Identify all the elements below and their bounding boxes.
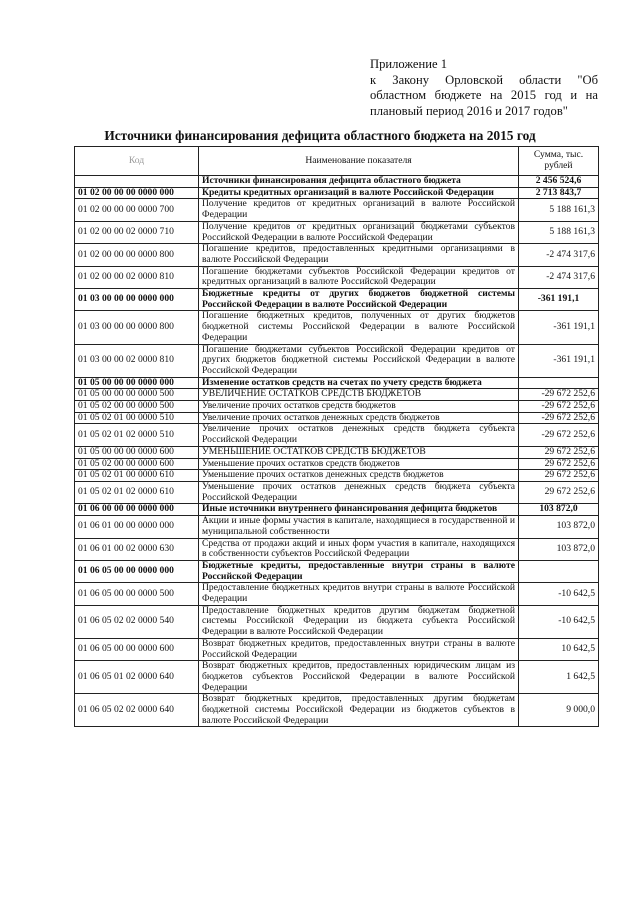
appendix-law-line-1: к Закону Орловской области "Об: [370, 72, 598, 87]
row-code: 01 05 02 00 00 0000 600: [75, 458, 199, 470]
row-name: Увеличение прочих остатков денежных средств бюджетов: [199, 412, 519, 424]
row-amount: [519, 377, 599, 389]
row-code: 01 02 00 00 00 0000 800: [75, 244, 199, 266]
row-code: 01 05 02 01 02 0000 510: [75, 424, 199, 446]
table-row: [75, 516, 599, 538]
row-name: Увеличение прочих остатков средств бюджетов: [199, 401, 519, 413]
row-amount: 5 188 161,3: [519, 199, 599, 221]
row-code: 01 05 02 00 00 0000 500: [75, 401, 199, 413]
row-amount: -29 672 252,6: [519, 389, 599, 401]
table-row: [75, 446, 599, 458]
row-code: 01 03 00 00 00 0000 800: [75, 311, 199, 344]
row-code: 01 05 00 00 00 0000 000: [75, 377, 199, 389]
table-row: [75, 176, 599, 188]
table-row: [75, 311, 599, 344]
table-row: [75, 458, 599, 470]
row-amount: 1 642,5: [519, 661, 599, 694]
row-amount: 29 672 252,6: [519, 446, 599, 458]
row-amount: 10 642,5: [519, 638, 599, 660]
table-row: [75, 605, 599, 638]
row-name: Кредиты кредитных организаций в валюте Российской Федерации: [199, 187, 519, 199]
row-amount: 103 872,0: [519, 516, 599, 538]
table-row: [75, 504, 599, 516]
table-body: [75, 176, 599, 727]
document-title: Источники финансирования дефицита областного бюджета на 2015 год: [104, 128, 536, 143]
row-name: Погашение бюджетами субъектов Российской Федерации кредитов от других бюджетов бюджетной системы Российской Федерации в валюте Российской Федерации: [199, 344, 519, 377]
header-sum: Сумма, тыс. рублей: [519, 147, 599, 176]
row-code: 01 02 00 00 00 0000 000: [75, 187, 199, 199]
row-code: 01 05 02 01 00 0000 510: [75, 412, 199, 424]
row-amount: -361 191,1: [519, 311, 599, 344]
row-name: Погашение бюджетами субъектов Российской Федерации кредитов от кредитных организаций в валюте Российской Федерации: [199, 266, 519, 288]
header-code: Код: [75, 147, 199, 176]
row-code: 01 06 05 00 00 0000 000: [75, 560, 199, 582]
row-name: Изменение остатков средств на счетах по учету средств бюджета: [199, 377, 519, 389]
row-name: Иные источники внутреннего финансирования дефицита бюджетов: [199, 504, 519, 516]
table-row: [75, 694, 599, 727]
row-amount: [519, 560, 599, 582]
table-row: [75, 344, 599, 377]
table-row: [75, 424, 599, 446]
appendix-header: [370, 57, 598, 119]
row-amount: 2 713 843,7: [519, 187, 599, 199]
table-row: [75, 289, 599, 311]
row-code: 01 06 00 00 00 0000 000: [75, 504, 199, 516]
row-code: 01 05 02 01 02 0000 610: [75, 481, 199, 503]
row-amount: 2 456 524,6: [519, 176, 599, 188]
table-row: [75, 412, 599, 424]
row-amount: 9 000,0: [519, 694, 599, 727]
row-amount: -29 672 252,6: [519, 424, 599, 446]
row-name: Предоставление бюджетных кредитов другим бюджетам бюджетной системы Российской Федерации из бюджета субъекта Российской Федерации в валюте Российской Федерации: [199, 605, 519, 638]
table-row: [75, 199, 599, 221]
row-name: УМЕНЬШЕНИЕ ОСТАТКОВ СРЕДСТВ БЮДЖЕТОВ: [199, 446, 519, 458]
row-name: Средства от продажи акций и иных форм участия в капитале, находящихся в собственности субъектов Российской Федерации: [199, 538, 519, 560]
row-code: 01 02 00 00 00 0000 700: [75, 199, 199, 221]
row-amount: -2 474 317,6: [519, 266, 599, 288]
row-code: 01 06 01 00 00 0000 000: [75, 516, 199, 538]
row-amount: -29 672 252,6: [519, 412, 599, 424]
row-name: Получение кредитов от кредитных организаций в валюте Российской Федерации: [199, 199, 519, 221]
row-name: Увеличение прочих остатков денежных средств бюджета субъекта Российской Федерации: [199, 424, 519, 446]
financing-table: [74, 146, 599, 727]
row-name: Погашение кредитов, предоставленных кредитными организациями в валюте Российской Федерации: [199, 244, 519, 266]
table-row: [75, 401, 599, 413]
row-code: 01 06 05 01 02 0000 640: [75, 661, 199, 694]
table-row: [75, 560, 599, 582]
row-code: 01 05 00 00 00 0000 500: [75, 389, 199, 401]
row-code: 01 02 00 00 02 0000 710: [75, 221, 199, 243]
row-amount: -10 642,5: [519, 583, 599, 605]
table-row: [75, 470, 599, 482]
row-code: 01 06 05 00 00 0000 500: [75, 583, 199, 605]
row-code: 01 02 00 00 02 0000 810: [75, 266, 199, 288]
row-code: 01 06 05 02 02 0000 640: [75, 694, 199, 727]
row-code: 01 06 01 00 02 0000 630: [75, 538, 199, 560]
table-row: [75, 187, 599, 199]
row-name: УВЕЛИЧЕНИЕ ОСТАТКОВ СРЕДСТВ БЮДЖЕТОВ: [199, 389, 519, 401]
row-name: Акции и иные формы участия в капитале, находящиеся в государственной и муниципальной собственности: [199, 516, 519, 538]
row-code: 01 05 00 00 00 0000 600: [75, 446, 199, 458]
row-code: 01 03 00 00 02 0000 810: [75, 344, 199, 377]
table-row: [75, 661, 599, 694]
row-name: Бюджетные кредиты от других бюджетов бюджетной системы Российской Федерации в валюте Российской Федерации: [199, 289, 519, 311]
row-name: Предоставление бюджетных кредитов внутри страны в валюте Российской Федерации: [199, 583, 519, 605]
row-amount: -361 191,1: [519, 344, 599, 377]
row-amount: 29 672 252,6: [519, 481, 599, 503]
row-code: 01 06 05 02 02 0000 540: [75, 605, 199, 638]
row-name: Возврат бюджетных кредитов, предоставленных юридическим лицам из бюджетов субъектов Российской Федерации в валюте Российской Федерации: [199, 661, 519, 694]
row-name: Погашение бюджетных кредитов, полученных от других бюджетов бюджетной системы Российской Федерации в валюте Российской Федерации: [199, 311, 519, 344]
row-amount: -2 474 317,6: [519, 244, 599, 266]
row-code: 01 06 05 00 00 0000 600: [75, 638, 199, 660]
row-code: 01 05 02 01 00 0000 610: [75, 470, 199, 482]
row-name: Источники финансирования дефицита областного бюджета: [199, 176, 519, 188]
appendix-law-line-2: областном бюджете на 2015 год и на: [370, 88, 598, 102]
table-row: [75, 244, 599, 266]
table-row: [75, 221, 599, 243]
table-row: [75, 266, 599, 288]
row-amount: 103 872,0: [519, 504, 599, 516]
row-name: Получение кредитов от кредитных организаций бюджетами субъектов Российской Федерации в валюте Российской Федерации: [199, 221, 519, 243]
table-row: [75, 583, 599, 605]
row-amount: 103 872,0: [519, 538, 599, 560]
row-name: Уменьшение прочих остатков средств бюджетов: [199, 458, 519, 470]
row-name: Возврат бюджетных кредитов, предоставленных внутри страны в валюте Российской Федерации: [199, 638, 519, 660]
row-amount: -361 191,1: [519, 289, 599, 311]
table-row: [75, 481, 599, 503]
row-name: Бюджетные кредиты, предоставленные внутри страны в валюте Российской Федерации: [199, 560, 519, 582]
header-name: Наименование показателя: [199, 147, 519, 176]
row-name: Уменьшение прочих остатков денежных средств бюджетов: [199, 470, 519, 482]
row-amount: 5 188 161,3: [519, 221, 599, 243]
table-header-row: [75, 147, 599, 176]
row-code: 01 03 00 00 00 0000 000: [75, 289, 199, 311]
row-amount: 29 672 252,6: [519, 470, 599, 482]
row-amount: -29 672 252,6: [519, 401, 599, 413]
appendix-law-line-3: плановый период 2016 и 2017 годов": [370, 103, 568, 118]
table-row: [75, 638, 599, 660]
row-code: [75, 176, 199, 188]
appendix-number: Приложение 1: [370, 57, 448, 71]
table-row: [75, 389, 599, 401]
row-name: Возврат бюджетных кредитов, предоставленных другим бюджетам бюджетной системы Российской Федерации из бюджетов субъектов в валюте Российской Федерации: [199, 694, 519, 727]
row-amount: -10 642,5: [519, 605, 599, 638]
row-name: Уменьшение прочих остатков денежных средств бюджета субъекта Российской Федерации: [199, 481, 519, 503]
table-row: [75, 538, 599, 560]
table-row: [75, 377, 599, 389]
row-amount: 29 672 252,6: [519, 458, 599, 470]
